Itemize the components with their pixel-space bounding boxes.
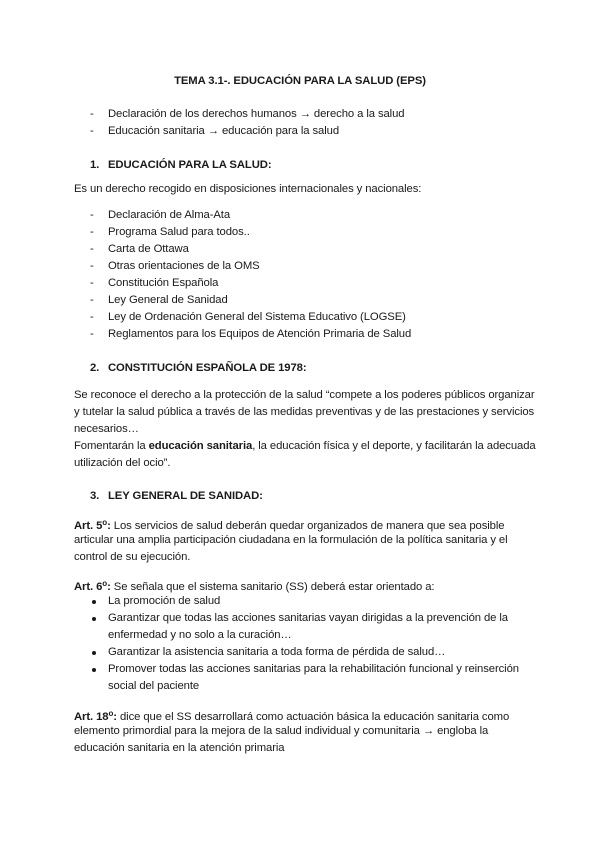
- list-item: Declaración de los derechos humanos → derecho a la salud: [108, 108, 405, 120]
- section-heading: EDUCACIÓN PARA LA SALUD:: [108, 159, 272, 171]
- paragraph-line: y tutelar la salud pública a través de las medidas preventivas y de las prestaciones y servicios: [74, 406, 535, 418]
- article-label: Art. 18: [74, 711, 109, 723]
- list-dash: [90, 259, 94, 273]
- section-number: 2.: [90, 362, 100, 374]
- bullet-dot: [92, 600, 96, 604]
- section-number: 1.: [90, 159, 100, 171]
- article-18-line: [74, 707, 509, 724]
- section-heading: CONSTITUCIÓN ESPAÑOLA DE 1978:: [108, 362, 307, 374]
- paragraph: Es un derecho recogido en disposiciones internacionales y nacionales:: [74, 183, 422, 195]
- article-colon: :: [107, 581, 111, 593]
- list-dash: [90, 124, 94, 138]
- article-colon: :: [113, 711, 117, 723]
- list-dash: [90, 327, 94, 341]
- bullet-item: Promover todas las acciones sanitarias para la rehabilitación funcional y reinserción: [108, 663, 519, 675]
- page-title: TEMA 3.1-. EDUCACIÓN PARA LA SALUD (EPS): [174, 75, 426, 87]
- bullet-dot: [92, 617, 96, 621]
- ordinal-mark: o: [108, 709, 114, 718]
- bullet-item: Garantizar que todas las acciones sanitarias vayan dirigidas a la prevención de la: [108, 612, 508, 624]
- list-dash: [90, 293, 94, 307]
- list-item: Declaración de Alma-Ata: [108, 209, 231, 221]
- bullet-dot: [92, 668, 96, 672]
- paragraph-line: articular una amplia participación ciudadana en la formulación de la política sanitaria y el: [74, 534, 508, 546]
- paragraph-line: utilización del ocio”.: [74, 457, 171, 469]
- paragraph-line: Se reconoce el derecho a la protección de la salud “compete a los poderes públicos organizar: [74, 389, 535, 401]
- paragraph-line: educación sanitaria en la atención primaria: [74, 742, 285, 754]
- list-item: Reglamentos para los Equipos de Atención Primaria de Salud: [108, 328, 412, 340]
- text-run: Se señala que el sistema sanitario (SS) deberá estar orientado a:: [110, 581, 435, 593]
- list-dash: [90, 276, 94, 290]
- list-item: Ley de Ordenación General del Sistema Educativo (LOGSE): [108, 311, 406, 323]
- list-dash: [90, 310, 94, 324]
- bullet-item-continuation: enfermedad y no solo a la curación…: [108, 629, 292, 641]
- paragraph-line: [74, 439, 536, 453]
- list-item: Educación sanitaria → educación para la salud: [108, 125, 339, 137]
- ordinal-mark: o: [102, 518, 108, 527]
- list-dash: [90, 107, 94, 121]
- text-run: Los servicios de salud deberán quedar organizados de manera que sea posible: [110, 520, 505, 532]
- bullet-dot: [92, 651, 96, 655]
- article-6-line: [74, 577, 434, 594]
- section-number: 3.: [90, 490, 100, 502]
- article-colon: :: [107, 520, 111, 532]
- list-dash: [90, 225, 94, 239]
- article-label: Art. 5: [74, 520, 103, 532]
- bullet-item-continuation: social del paciente: [108, 680, 200, 692]
- bold-term: educación sanitaria: [148, 440, 253, 452]
- text-run: dice que el SS desarrollará como actuación básica la educación sanitaria como: [116, 711, 510, 723]
- list-dash: [90, 242, 94, 256]
- article-5-line: [74, 516, 504, 533]
- paragraph-line: control de su ejecución.: [74, 551, 191, 563]
- article-label: Art. 6: [74, 581, 103, 593]
- list-item: Carta de Ottawa: [108, 243, 189, 255]
- list-item: Ley General de Sanidad: [108, 294, 228, 306]
- text-run: Fomentarán la: [74, 440, 149, 452]
- list-item: Otras orientaciones de la OMS: [108, 260, 260, 272]
- bullet-item: Garantizar la asistencia sanitaria a toda forma de pérdida de salud…: [108, 646, 446, 658]
- bullet-item: La promoción de salud: [108, 595, 221, 607]
- list-item: Constitución Española: [108, 277, 219, 289]
- paragraph-line: necesarios…: [74, 423, 139, 435]
- list-dash: [90, 208, 94, 222]
- ordinal-mark: o: [102, 579, 108, 588]
- list-item: Programa Salud para todos..: [108, 226, 250, 238]
- text-run: , la educación física y el deporte, y facilitarán la adecuada: [252, 440, 536, 452]
- paragraph-line: elemento primordial para la mejora de la salud individual y comunitaria → engloba la: [74, 725, 489, 737]
- section-heading: LEY GENERAL DE SANIDAD:: [108, 490, 263, 502]
